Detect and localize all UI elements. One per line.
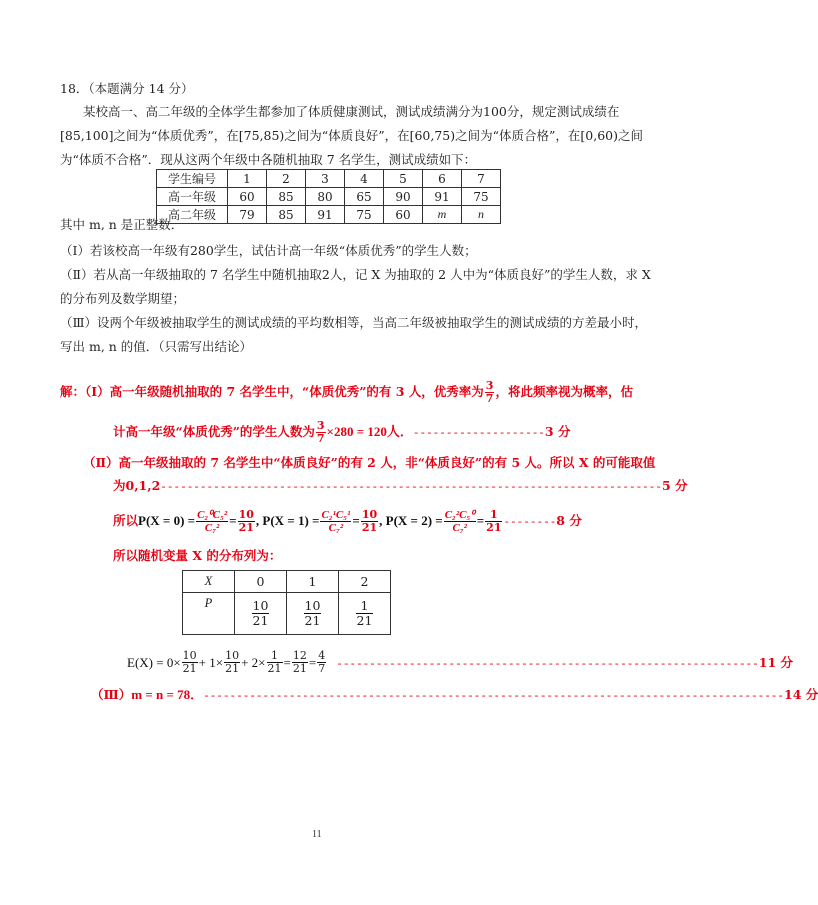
score-table-row-label: 高二年级 [157, 206, 228, 224]
fraction-numerator: 10 [361, 508, 378, 521]
p0-value-fraction [238, 509, 255, 534]
fraction-numerator: 1 [485, 509, 502, 522]
score-table-row-grade1 [157, 188, 501, 206]
distribution-x-value: 1 [287, 571, 339, 593]
score-table-id: 6 [423, 170, 462, 188]
fraction-numerator: C₂¹C₅¹ [321, 509, 351, 521]
expectation-result2 [317, 650, 326, 675]
distribution-x-value: 2 [339, 571, 391, 593]
fraction-numerator: 10 [304, 598, 321, 613]
fraction-denominator: 21 [225, 662, 240, 675]
question-part3-line1: （Ⅲ）设两个年级被抽取学生的测试成绩的平均数相等，当高二年级被抽取学生的测试成绩的方差最小时， [60, 315, 648, 330]
fraction-denominator: 21 [356, 613, 373, 628]
score-table-cell: 65 [345, 188, 384, 206]
question-header: 18．（本题满分 14 分） [60, 81, 194, 96]
fraction-numerator: 3 [316, 419, 325, 432]
fraction-numerator: 10 [225, 649, 240, 662]
fraction-numerator: 10 [252, 598, 269, 613]
solution-part3-points: 14 分 [784, 687, 818, 702]
distribution-p-cell [287, 593, 339, 635]
fraction-denominator: 7 [318, 662, 326, 675]
fraction-denominator: 21 [486, 521, 502, 534]
fraction-numerator: 12 [292, 649, 307, 662]
distribution-x-label: X [183, 571, 235, 593]
p2-value-fraction [485, 509, 502, 534]
question-intro-line3: 为“体质不合格”．现从这两个年级中各随机抽取 7 名学生，测试成绩如下： [60, 152, 477, 167]
fraction-numerator: 10 [182, 649, 197, 662]
score-table [156, 169, 501, 224]
probability-points: 8 分 [556, 513, 582, 528]
score-table-row-label: 高一年级 [157, 188, 228, 206]
question-part2-line2: 的分布列及数学期望； [60, 291, 186, 306]
solution-part1-text-c: 计高一年级“体质优秀”的学生人数为 [113, 424, 315, 439]
p2-combination-fraction [444, 509, 476, 534]
p1-value-fraction [361, 509, 378, 534]
distribution-p-fraction [356, 599, 374, 628]
p0-label: P(X = 0) = [138, 513, 196, 528]
fraction-denominator: C₇² [452, 522, 467, 534]
fraction-numerator: 1 [267, 650, 283, 663]
solution-part1-line2 [113, 420, 570, 445]
score-table-cell: 85 [267, 206, 306, 224]
fraction-denominator: 7 [485, 392, 494, 405]
fraction-denominator: 21 [292, 662, 307, 675]
expectation-points: 11 分 [758, 655, 793, 670]
fraction-denominator: 21 [361, 521, 378, 534]
score-table-cell: 91 [423, 188, 462, 206]
fraction-denominator: C₇² [204, 522, 220, 534]
question-intro-line2: [85,100]之间为“体质优秀”，在[75,85)之间为“体质良好”，在[60,75)之间为“体质合格”，在[0,60)之间 [60, 128, 643, 143]
score-table-header-row [157, 170, 501, 188]
distribution-row-x [183, 571, 391, 593]
expectation-equals: = [283, 655, 291, 670]
fraction-denominator: 21 [182, 662, 197, 675]
distribution-intro: 所以随机变量 X 的分布列为： [113, 548, 282, 563]
fraction-denominator: 21 [238, 521, 254, 534]
p0-combination-fraction [196, 509, 228, 534]
p1-combination-fraction [320, 509, 351, 534]
fraction-denominator: 21 [304, 613, 321, 628]
score-table-cell: 60 [228, 188, 267, 206]
distribution-x-value: 0 [235, 571, 287, 593]
solution-part1-text-a: 解：（Ⅰ）高一年级随机抽取的 7 名学生中，“体质优秀”的有 3 人，优秀率为 [60, 384, 484, 399]
fraction-denominator: 21 [252, 613, 269, 628]
distribution-p-fraction [304, 599, 322, 628]
fraction-numerator: C₂⁰C₅² [197, 509, 228, 521]
fraction-denominator: C₇² [328, 522, 344, 534]
p2-label: , P(X = 2) = [379, 513, 443, 528]
distribution-p-fraction [252, 599, 270, 628]
distribution-table [182, 570, 391, 635]
expectation-op2: + 2× [241, 655, 266, 670]
expectation-dashes: ---------------------------------------------------------------- [336, 659, 759, 671]
score-table-cell: 75 [462, 188, 501, 206]
solution-part3-dashes: ---------------------------------------------------------------------------------------- [203, 691, 785, 703]
solution-part1-rate-fraction [485, 380, 495, 405]
question-note: 其中 m, n 是正整数． [60, 217, 184, 232]
fraction-denominator: 21 [267, 662, 282, 675]
distribution-row-p [183, 593, 391, 635]
page-number: 11 [312, 829, 322, 840]
expectation-equals2: = [308, 655, 317, 670]
score-table-row-grade2 [157, 206, 501, 224]
score-table-cell: n [462, 206, 501, 224]
solution-part3-line [91, 684, 818, 703]
score-table-cell: 60 [384, 206, 423, 224]
expectation-op1: + 1× [198, 655, 224, 670]
expectation-term1 [182, 650, 198, 675]
solution-part1-line1 [60, 380, 633, 405]
distribution-p-cell [235, 593, 287, 635]
fraction-numerator: 1 [356, 599, 374, 614]
question-part2-line1: （Ⅱ）若从高一年级抽取的 7 名学生中随机抽取2人，记 X 为抽取的 2 人中为“体质良好”的学生人数，求 X [60, 267, 651, 282]
p1-label: , P(X = 1) = [255, 513, 320, 528]
solution-part2-dashes: ---------------------------------------------------------------------------- [160, 482, 662, 494]
score-table-id: 1 [228, 170, 267, 188]
fraction-numerator: 3 [485, 379, 494, 392]
solution-part1-dashes: -------------------- [412, 428, 545, 440]
expectation-label: E(X) = 0× [127, 655, 181, 670]
score-table-cell: 75 [345, 206, 384, 224]
score-table-id: 4 [345, 170, 384, 188]
score-table-cell: 91 [306, 206, 345, 224]
score-table-id: 7 [462, 170, 501, 188]
score-table-cell: m [423, 206, 462, 224]
probability-dashes: -------- [503, 517, 557, 529]
distribution-p-cell [339, 593, 391, 635]
distribution-p-label: P [183, 593, 235, 635]
solution-part1-calc: ×280 = 120人． [326, 424, 413, 439]
expectation-term2 [224, 650, 240, 675]
probability-prefix: 所以 [113, 513, 139, 528]
solution-part2-points: 5 分 [661, 478, 688, 493]
fraction-numerator: 10 [238, 508, 254, 521]
score-table-cell: 85 [267, 188, 306, 206]
solution-part2-values: 为0,1,2 [113, 478, 161, 493]
question-part3-line2: 写出 m, n 的值．（只需写出结论） [60, 339, 253, 354]
score-table-cell: 90 [384, 188, 423, 206]
solution-part1-points: 3 分 [544, 424, 571, 439]
fraction-numerator: 4 [318, 649, 326, 662]
fraction-numerator: C₂²C₅⁰ [444, 509, 475, 521]
expectation-line [127, 650, 793, 675]
expectation-term3 [267, 650, 283, 675]
question-part1: （Ⅰ）若该校高一年级有280学生，试估计高一年级“体质优秀”的学生人数； [60, 243, 477, 258]
solution-part1-calc-fraction [316, 420, 326, 445]
fraction-denominator: 7 [316, 432, 325, 445]
score-table-cell: 80 [306, 188, 345, 206]
score-table-id: 2 [267, 170, 306, 188]
score-table-cell: 79 [228, 206, 267, 224]
question-intro-line1: 某校高一、高二年级的全体学生都参加了体质健康测试，测试成绩满分为100分，规定测试成绩在 [83, 104, 620, 119]
score-table-id: 3 [306, 170, 345, 188]
solution-part2-line1: （Ⅱ）高一年级抽取的 7 名学生中“体质良好”的有 2 人，非“体质良好”的有 5 人。所以 X 的可能取值 [83, 455, 656, 470]
solution-part3-answer: m = n = 78． [131, 687, 204, 702]
probability-line: 所以P(X = 0) = $\frac{\text{C₂⁰C₅²}}{\text{C₇²}}$ = $\frac{10}{21}$ , P(X = 1) = $\frac{\text{C₂¹C₅¹}}{\text{C₇²}}$ = $\frac{10}{21}$ , P(X = 2) = $\frac{\text{C₂²C₅⁰}}{\text{C₇²}}$ = $\frac{1}{21}$ --------8 分 [113, 508, 582, 534]
expectation-result1 [292, 650, 308, 675]
solution-part2-line2 [113, 476, 688, 494]
score-table-header-label: 学生编号 [157, 170, 228, 188]
score-table-id: 5 [384, 170, 423, 188]
solution-part3-label: （Ⅲ） [91, 687, 132, 702]
solution-part1-text-b: ，将此频率视为概率，估 [495, 384, 633, 399]
